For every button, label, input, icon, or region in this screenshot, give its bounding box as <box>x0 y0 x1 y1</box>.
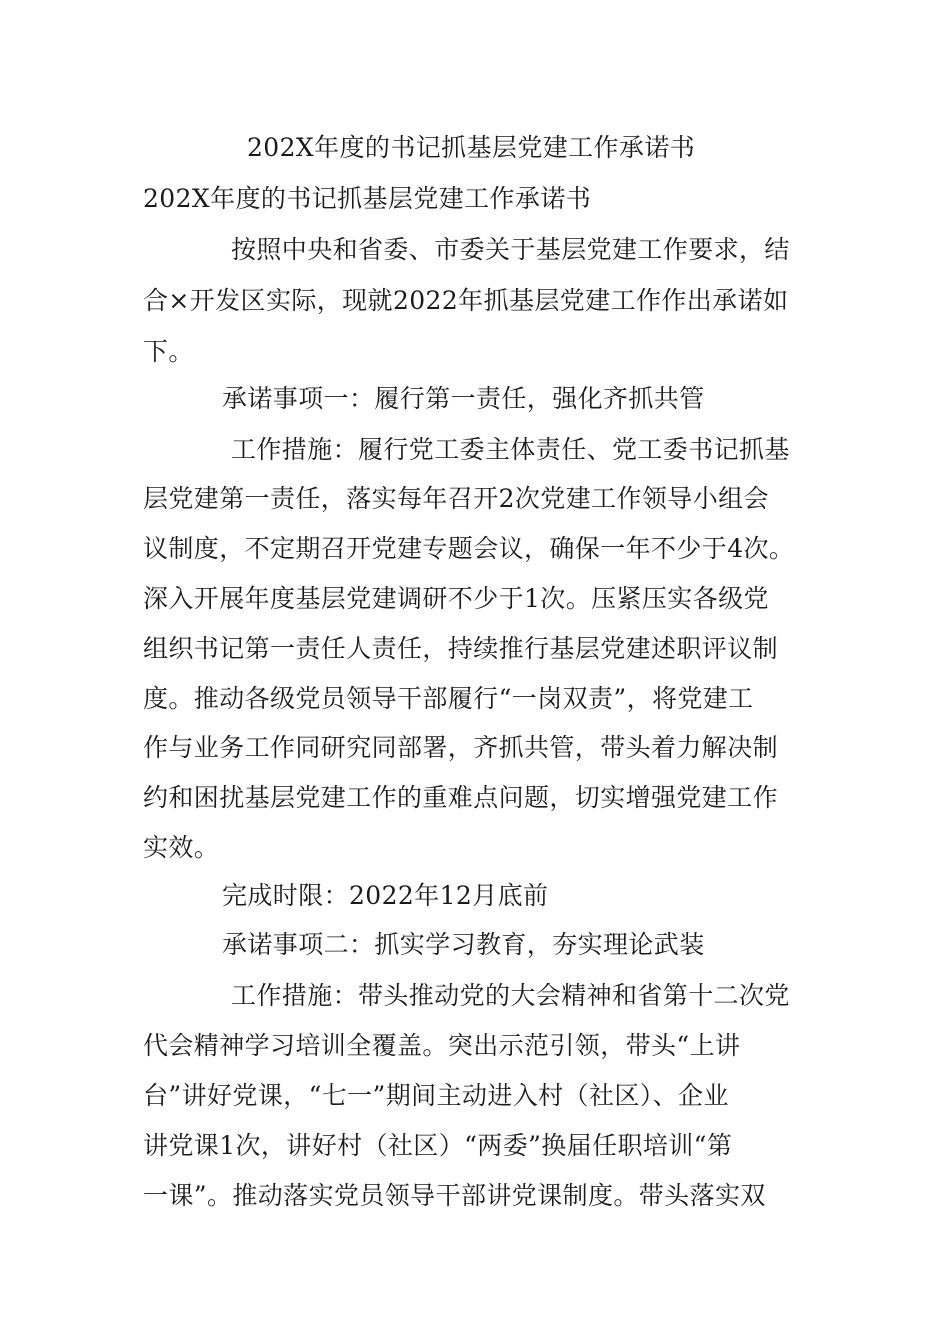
item1-line: 深入开展年度基层党建调研不少于1次。压紧压实各级党 <box>143 584 769 613</box>
item1-line: 层党建第一责任，落实每年召开2次党建工作领导小组会 <box>143 484 769 513</box>
item1-line: 度。推动各级党员领导干部履行“一岗双责”，将党建工 <box>143 684 754 713</box>
document-subtitle: 202X年度的书记抓基层党建工作承诺书 <box>143 184 592 213</box>
item1-line: 议制度，不定期召开党建专题会议，确保一年不少于4次。 <box>143 534 795 563</box>
item1-line: 约和困扰基层党建工作的重难点问题，切实增强党建工作 <box>143 783 779 812</box>
item1-line: 工作措施：履行党工委主体责任、党工委书记抓基 <box>231 435 790 464</box>
document-title: 202X年度的书记抓基层党建工作承诺书 <box>247 133 696 162</box>
item1-deadline: 完成时限：2022年12月底前 <box>222 881 549 910</box>
item1-line: 作与业务工作同研究同部署，齐抓共管，带头着力解决制 <box>143 733 779 762</box>
item1-line: 组织书记第一责任人责任，持续推行基层党建述职评议制 <box>143 634 779 663</box>
item2-line: 工作措施：带头推动党的大会精神和省第十二次党 <box>231 981 790 1010</box>
item2-line: 代会精神学习培训全覆盖。突出示范引领，带头“上讲 <box>143 1031 741 1060</box>
item1-line: 实效。 <box>143 833 220 862</box>
item2-line: 一课”。推动落实党员领导干部讲党课制度。带头落实双 <box>143 1181 766 1210</box>
intro-line: 下。 <box>143 337 194 366</box>
intro-line: 合×开发区实际，现就2022年抓基层党建工作作出承诺如 <box>143 286 789 315</box>
intro-line: 按照中央和省委、市委关于基层党建工作要求，结 <box>231 235 790 264</box>
item1-heading: 承诺事项一：履行第一责任，强化齐抓共管 <box>222 384 705 413</box>
item2-line: 讲党课1次，讲好村（社区）“两委”换届任职培训“第 <box>143 1131 733 1160</box>
item2-heading: 承诺事项二：抓实学习教育，夯实理论武装 <box>222 930 705 959</box>
item2-line: 台”讲好党课，“七一”期间主动进入村（社区）、企业 <box>143 1081 729 1110</box>
